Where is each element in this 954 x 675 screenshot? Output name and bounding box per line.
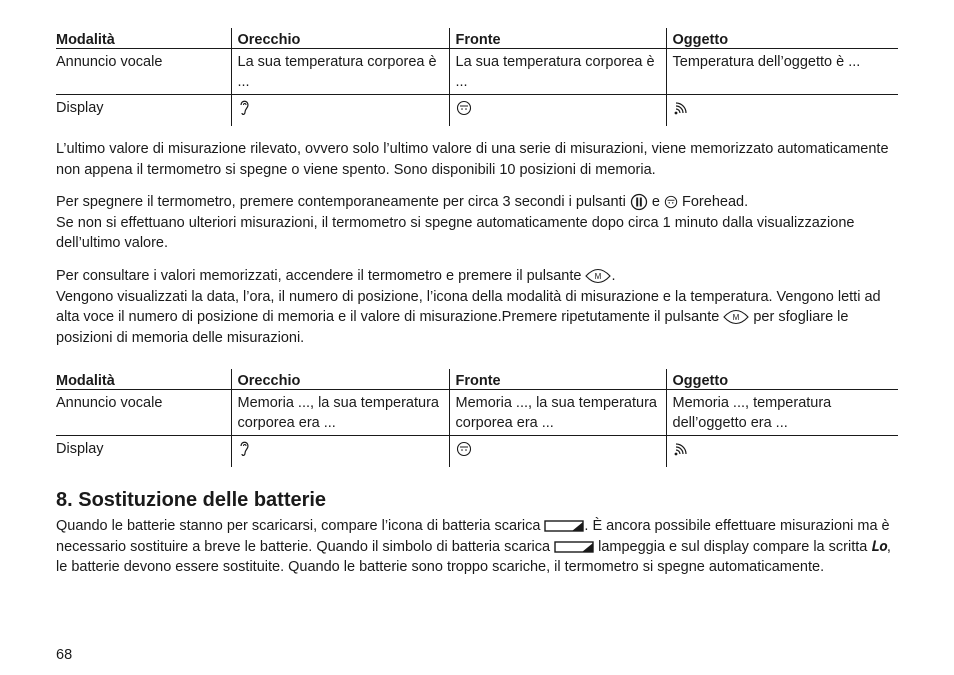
- voice-object: Temperatura dell’oggetto è ...: [666, 49, 898, 95]
- ear-icon: [238, 439, 250, 459]
- section-title: 8. Sostituzione delle batterie: [56, 489, 327, 511]
- display-label: Display: [56, 100, 104, 116]
- voice-label: Annuncio vocale: [56, 390, 231, 436]
- lo-display-text: Lo: [871, 538, 887, 555]
- power-button-icon: [630, 193, 648, 211]
- voice-object: Memoria ..., temperatura dell’oggetto era ...: [666, 390, 898, 436]
- voice-ear: Memoria ..., la sua temperatura corporea era ...: [231, 390, 449, 436]
- svg-text:M: M: [595, 272, 602, 282]
- header-forehead: Fronte: [449, 28, 666, 49]
- memory-button-icon: [723, 309, 749, 325]
- forehead-icon: [456, 100, 472, 116]
- object-icon: [673, 441, 691, 457]
- header-ear: Orecchio: [231, 28, 449, 49]
- paragraph-memory-recall: Per consultare i valori memorizzati, accendere il termometro e premere il pulsante M . Vengono visualizzati la data, l’ora, il numero di posizione, l’icona della modalità di misurazione e la temperatura. Vengono letti ad alta voce il numero di posizione di memoria e il valore di misurazione.Premere ripetutamente il pulsante M per sfogliare le posizioni di memoria delle misurazioni.: [56, 268, 881, 346]
- object-icon: [673, 100, 691, 116]
- memory-button-icon: [585, 268, 611, 284]
- header-mode: Modalità: [56, 369, 231, 390]
- voice-label: Annuncio vocale: [56, 49, 231, 95]
- header-object: Oggetto: [666, 369, 898, 390]
- header-object: Oggetto: [666, 28, 898, 49]
- low-battery-icon: [544, 520, 584, 532]
- header-forehead: Fronte: [449, 369, 666, 390]
- forehead-button-icon: [664, 195, 678, 209]
- svg-text:M: M: [732, 313, 740, 323]
- page-number: 68: [56, 647, 73, 663]
- paragraph-memory: L’ultimo valore di misurazione rilevato, ovvero solo l’ultimo valore di una serie di misurazioni, viene memorizzato automaticamente non appena il termometro si spegne o viene spento. Sono disponibili 10 posizioni di memoria.: [56, 141, 889, 178]
- header-mode: Modalità: [56, 28, 231, 49]
- mode-table-1: [56, 28, 898, 126]
- paragraph-power-off: Per spegnere il termometro, premere contemporaneamente per circa 3 secondi i pulsanti e Forehead. Se non si effettuano ulteriori misurazioni, il termometro si spegne automaticamente dopo circa 1 minuto dalla visualizzazione dell’ultimo valore.: [56, 194, 855, 251]
- forehead-icon: [456, 441, 472, 457]
- mode-table-2: [56, 369, 898, 467]
- display-label: Display: [56, 441, 104, 457]
- paragraph-batteries: Quando le batterie stanno per scaricarsi, compare l’icona di batteria scarica . È ancora possibile effettuare misurazioni ma è necessario sostituire a breve le batterie. Quando il simbolo di batteria scarica lampeggia e sul display compare la scritta Lo, le batterie devono essere sostituite. Quando le batterie sono troppo scariche, il termometro si spegne automaticamente.: [56, 518, 891, 575]
- header-ear: Orecchio: [231, 369, 449, 390]
- voice-ear: La sua temperatura corporea è ...: [231, 49, 449, 95]
- voice-forehead: La sua temperatura corporea è ...: [449, 49, 666, 95]
- low-battery-icon: [554, 541, 594, 553]
- voice-forehead: Memoria ..., la sua temperatura corporea era ...: [449, 390, 666, 436]
- ear-icon: [238, 98, 250, 118]
